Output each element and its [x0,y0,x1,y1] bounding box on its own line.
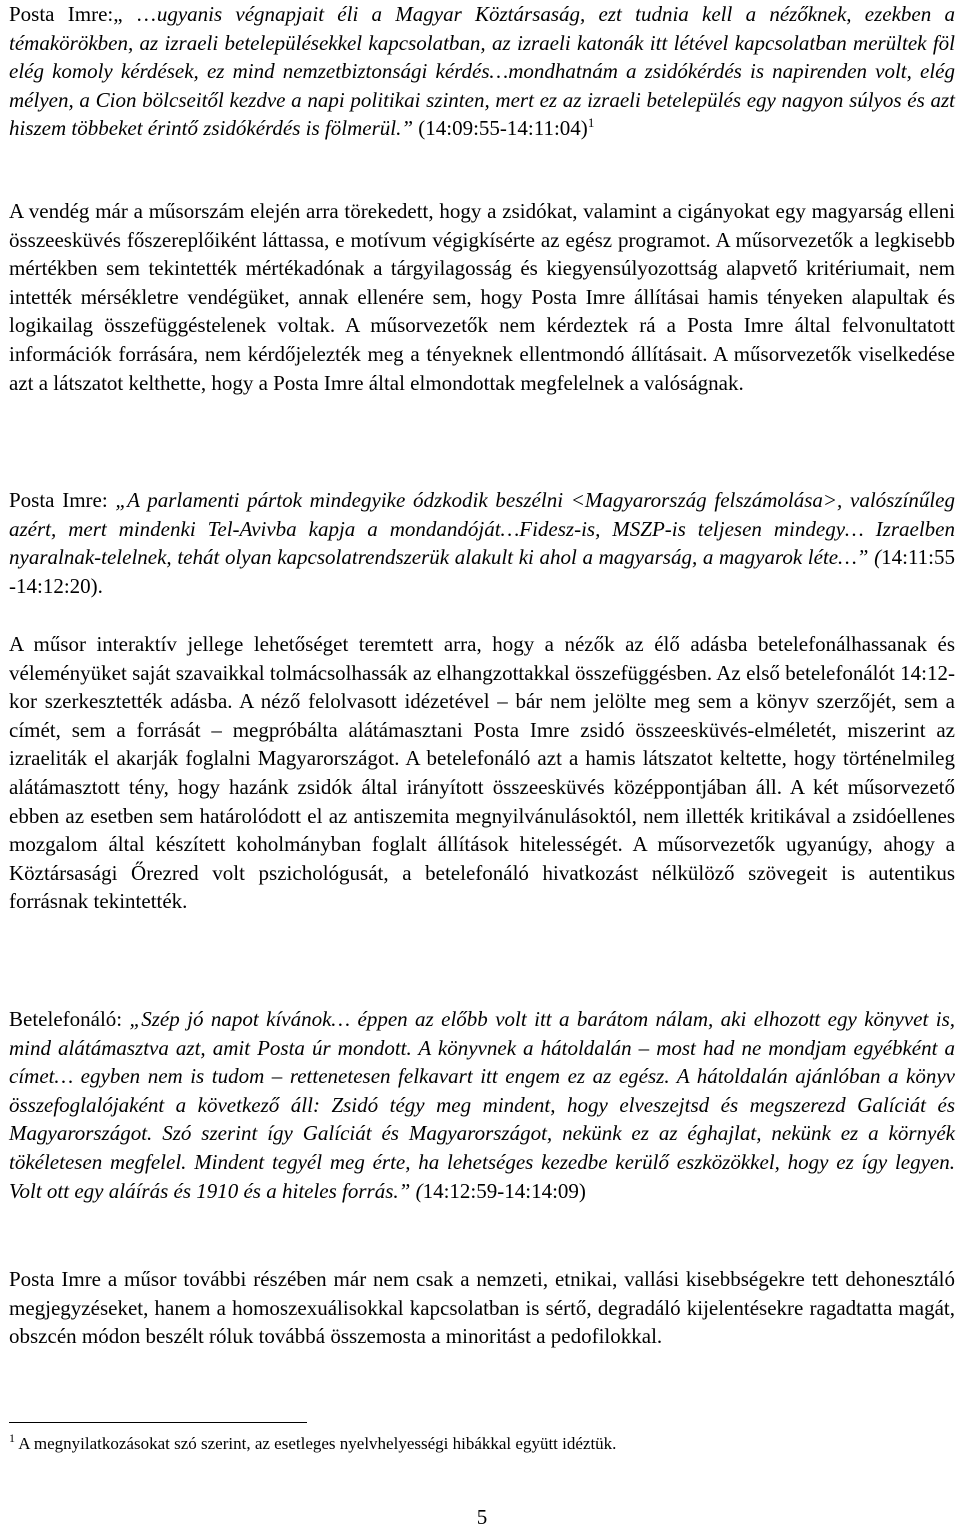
paragraph-commentary-2 [9,630,955,916]
footnote-text: A megnyilatkozásokat szó szerint, az esetleges nyelvhelyességi hibákkal együtt idéztük. [15,1434,617,1453]
footnote-reference: 1 [587,115,595,131]
speaker-intro: Posta Imre:„ … [9,2,157,26]
speaker-label: Posta Imre: [9,488,116,512]
body-text: A műsor interaktív jellege lehetőséget teremtett arra, hogy a nézők az élő adásba betelefonálhassanak és véleményüket saját szavaikkal tolmácsolhassák az elhangzottakkal összefüggésben. Az első betelefonálót 14:12-kor szerkesztették adásba. A néző felolvasott idézetével – bár nem jelölte meg sem a könyv szerzőjét, sem a címét, sem a forrását – megpróbálta alátámasztani Posta Imre zsidó összeesküvés-elméletét, miszerint az izraeliták el akarják foglalni Magyarországot. A betelefonáló azt a hamis látszatot keltette, hogy történelmileg alátámasztott tény, hogy hazánk zsidók által irányított összeesküvés középpontjában áll. A két műsorvezető ebben az esetben sem határolódott el az antiszemita megnyilvánulásoktól, nem illették kritikával a zsidóellenes mozgalom által készített koholmányban foglalt állítások hitelességét. A műsorvezetők ugyanúgy, ahogy a Köztársasági Őrezred volt pszichológusát, a betelefonáló hivatkozást nélkülöző szövegeit is autentikus forrásnak tekintették. [9,632,955,914]
quote-text: „Szép jó napot kívánok… éppen az előbb volt itt a barátom nálam, aki elhozott egy könyvet is, mind alátámasztva azt, amit Posta úr mondott. A könyvnek a hátoldalán – most had ne mondjam egyébként a címet… egyben nem is tudom – rettenetesen felkavart itt engem ez az egész. A hátoldalán ajánlóban a könyv összefoglalójaként a következő áll: Zsidó tégy meg mindent, hogy elveszejtsd és megszerezd Galíciát és Magyarországot. Szó szerint így Galíciát és Magyarországot, nekünk ez az éghajlat, nekünk ez a környék tökéletesen megfelel. Mindent tegyél meg érte, ha lehetséges kezedbe kerülő eszközökkel, hogy ez így legyen. Volt ott egy aláírás és 1910 és a hiteles forrás.” ( [9,1007,955,1203]
quote-text: ugyanis végnapjait éli a Magyar Köztársaság, ezt tudnia kell a nézőknek, ezekben a témakörökben, az izraeli betelepülésekkel kapcsolatban, az izraeli katonák itt létével kapcsolatban merültek föl elég komoly kérdések, ez mind nemzetbiztonsági kérdés…mondhatnám a zsidókérdés is napirenden volt, elég mélyen, a Cion bölcseitől kezdve a napi politikai szinten, mert ez az izraeli betelepülés egy nagyon súlyos és azt hiszem többeket érintő zsidókérdés is fölmerül.” [9,2,955,141]
timestamp: 14:11:55 -14:12:20). [9,545,955,598]
speaker-label: Betelefonáló: [9,1007,130,1031]
paragraph-quote-posta-imre-1 [9,0,955,143]
page-number: 5 [476,1505,488,1529]
footnote [9,1432,955,1456]
paragraph-quote-posta-imre-2 [9,486,955,600]
timestamp: (14:09:55-14:11:04) [413,116,588,141]
paragraph-quote-caller [9,1005,955,1205]
paragraph-commentary-3 [9,1265,955,1351]
footnote-number: 1 [9,1431,15,1445]
body-text: Posta Imre a műsor további részében már nem csak a nemzeti, etnikai, vallási kisebbségekre tett dehonesztáló megjegyzéseket, hanem a homoszexuálisokkal kapcsolatban is sértő, degradáló kijelentésekre ragadtatta magát, obszcén módon beszélt róluk továbbá összemosta a minoritást a pedofilokkal. [9,1267,955,1349]
quote-text: „A parlamenti pártok mindegyike ódzkodik beszélni <Magyarország felszámolása>, valószínűleg azért, mert mindenki Tel-Avivba kapja a mondandóját…Fidesz-is, MSZP-is teljesen mindegy… Izraelben nyaralnak-telelnek, tehát olyan kapcsolatrendszerük alakult ki ahol a magyarság, a magyarok léte…” ( [9,488,955,570]
paragraph-commentary-1 [9,197,955,397]
timestamp: 14:12:59-14:14:09) [422,1178,586,1203]
body-text: A vendég már a műsorszám elején arra törekedett, hogy a zsidókat, valamint a cigányokat egy magyarság elleni összeesküvés főszereplőiként láttassa, e motívum végigkísérte az egész programot. A műsorvezetők a legkisebb mértékben sem tekintették mértékadónak a tárgyilagosság és kiegyensúlyozottság alapvető kritériumait, nem intették mérsékletre vendégüket, annak ellenére sem, hogy Posta Imre állításai hamis tényeken alapultak és logikailag összefüggéstelenek voltak. A műsorvezetők nem kérdeztek rá a Posta Imre által felvonultatott információk forrására, nem kérdőjelezték meg a tényeknek ellentmondó állításait. A műsorvezetők viselkedése azt a látszatot kelthette, hogy a Posta Imre által elmondottak megfelelnek a valóságnak. [9,199,955,395]
footnote-separator [9,1422,307,1423]
